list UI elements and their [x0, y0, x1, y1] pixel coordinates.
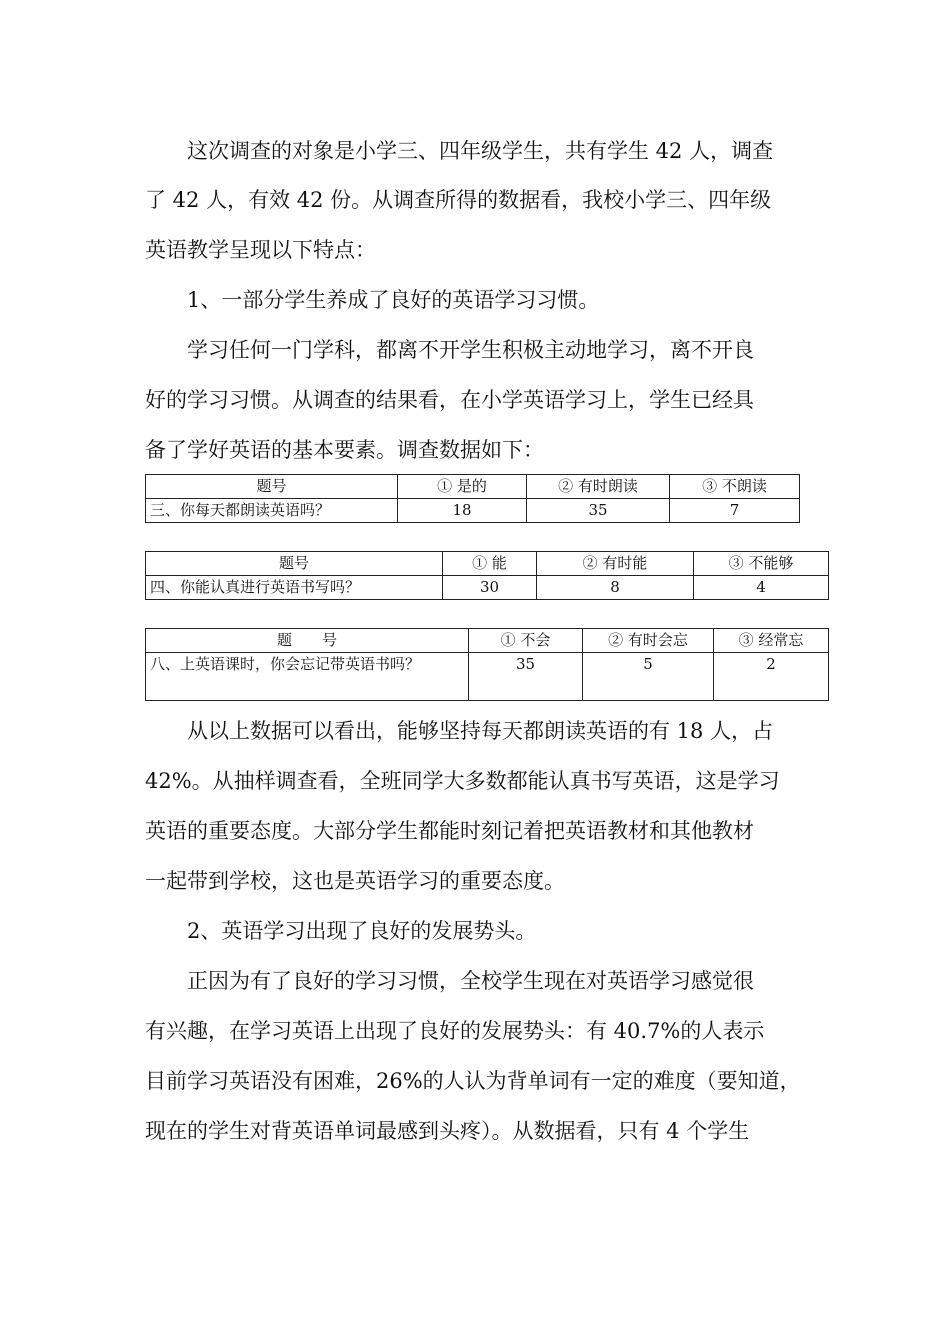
paragraph-line: 好的学习习惯。从调查的结果看，在小学英语学习上，学生已经具 — [145, 388, 754, 412]
header-cell: 题号 — [146, 552, 443, 576]
header-cell: ② 有时会忘 — [583, 629, 714, 653]
header-cell: ② 有时能 — [537, 552, 694, 576]
value-cell: 7 — [670, 499, 800, 523]
section-heading-1: 1、一部分学生养成了良好的英语学习习惯。 — [145, 288, 600, 312]
header-cell: ① 不会 — [469, 629, 583, 653]
table-header-row — [146, 475, 800, 499]
paragraph-line: 英语的重要态度。大部分学生都能时刻记着把英语教材和其他教材 — [145, 819, 754, 843]
header-cell: ② 有时朗读 — [527, 475, 670, 499]
table-row — [146, 576, 829, 600]
header-cell: 题号 — [146, 475, 398, 499]
paragraph-line: 42%。从抽样调查看，全班同学大多数都能认真书写英语，这是学习 — [145, 769, 780, 793]
table-row — [146, 653, 829, 701]
paragraph-line: 这次调查的对象是小学三、四年级学生，共有学生 42 人，调查 — [145, 139, 774, 163]
value-cell: 30 — [443, 576, 537, 600]
survey-table-reading — [145, 474, 800, 523]
paragraph-line: 目前学习英语没有困难，26%的人认为背单词有一定的难度（要知道， — [145, 1069, 801, 1093]
value-cell: 2 — [714, 653, 829, 701]
paragraph-line: 英语教学呈现以下特点： — [145, 238, 376, 262]
paragraph-line: 从以上数据可以看出，能够坚持每天都朗读英语的有 18 人，占 — [145, 719, 774, 743]
value-cell: 4 — [694, 576, 829, 600]
table-row — [146, 499, 800, 523]
value-cell: 5 — [583, 653, 714, 701]
survey-table-writing — [145, 551, 829, 600]
question-cell: 三、你每天都朗读英语吗？ — [146, 499, 398, 523]
paragraph-line: 有兴趣，在学习英语上出现了良好的发展势头：有 40.7%的人表示 — [145, 1019, 765, 1043]
question-cell: 八、上英语课时，你会忘记带英语书吗？ — [146, 653, 469, 701]
question-cell: 四、你能认真进行英语书写吗？ — [146, 576, 443, 600]
table-header-row — [146, 629, 829, 653]
paragraph-line: 备了学好英语的基本要素。调查数据如下： — [145, 438, 544, 462]
table-header-row — [146, 552, 829, 576]
paragraph-line: 学习任何一门学科，都离不开学生积极主动地学习，离不开良 — [145, 338, 754, 362]
paragraph-line: 正因为有了良好的学习习惯，全校学生现在对英语学习感觉很 — [145, 969, 754, 993]
value-cell: 35 — [469, 653, 583, 701]
value-cell: 8 — [537, 576, 694, 600]
header-cell: ③ 经常忘 — [714, 629, 829, 653]
header-cell: ③ 不朗读 — [670, 475, 800, 499]
header-cell: ③ 不能够 — [694, 552, 829, 576]
section-heading-2: 2、英语学习出现了良好的发展势头。 — [145, 919, 537, 943]
header-cell: ① 是的 — [398, 475, 527, 499]
paragraph-line: 一起带到学校，这也是英语学习的重要态度。 — [145, 869, 565, 893]
value-cell: 18 — [398, 499, 527, 523]
header-cell: 题 号 — [146, 629, 469, 653]
survey-table-books — [145, 628, 829, 701]
header-cell: ① 能 — [443, 552, 537, 576]
value-cell: 35 — [527, 499, 670, 523]
paragraph-line: 了 42 人，有效 42 份。从调查所得的数据看，我校小学三、四年级 — [145, 188, 772, 212]
paragraph-line: 现在的学生对背英语单词最感到头疼）。从数据看，只有 4 个学生 — [145, 1119, 750, 1143]
